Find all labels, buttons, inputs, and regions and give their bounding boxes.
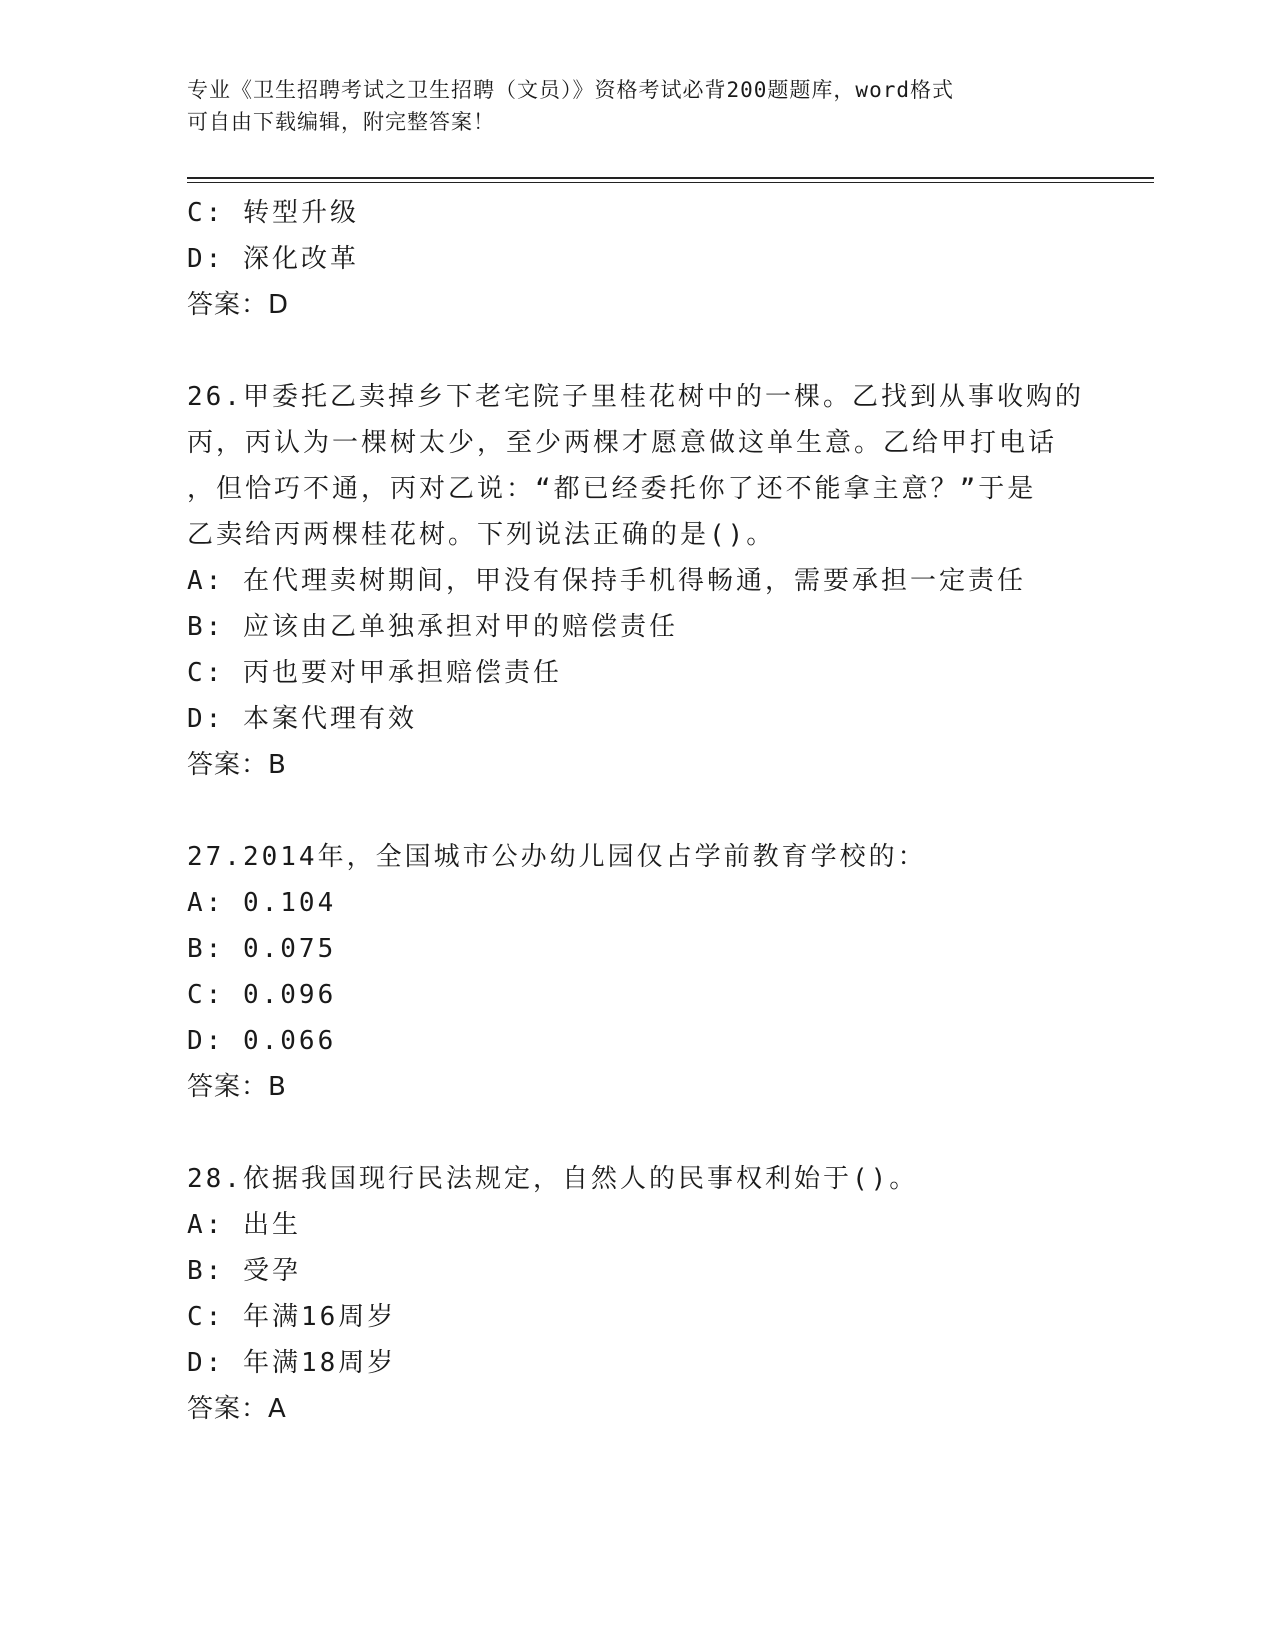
header-rule-thin (187, 182, 1154, 183)
option-line: C: 年满16周岁 (187, 1302, 397, 1332)
spacer (187, 328, 1087, 374)
question-stem-line: 乙卖给丙两棵桂花树。下列说法正确的是()。 (187, 520, 776, 550)
question-27 (187, 834, 1087, 1110)
question-stem-line: ，但恰巧不通，丙对乙说：“都已经委托你了还不能拿主意？”于是 (187, 474, 1037, 504)
question-26 (187, 374, 1087, 788)
answer-line: 答案：B (187, 1072, 287, 1102)
header-rule-thick (187, 177, 1154, 179)
option-line: D: 0.066 (187, 1026, 337, 1056)
option-line: B: 应该由乙单独承担对甲的赔偿责任 (187, 612, 678, 642)
spacer (187, 1110, 1087, 1156)
question-stem-line: 26.甲委托乙卖掉乡下老宅院子里桂花树中的一棵。乙找到从事收购的 (187, 382, 1084, 412)
option-line: A: 0.104 (187, 888, 337, 918)
option-line: B: 受孕 (187, 1256, 301, 1286)
question-stem-line: 28.依据我国现行民法规定，自然人的民事权利始于()。 (187, 1164, 919, 1194)
option-line: C: 转型升级 (187, 198, 359, 228)
answer-line: 答案：A (187, 1394, 287, 1424)
option-line: A: 在代理卖树期间，甲没有保持手机得畅通，需要承担一定责任 (187, 566, 1026, 596)
option-line: D: 深化改革 (187, 244, 359, 274)
spacer (187, 788, 1087, 834)
option-line: D: 本案代理有效 (187, 704, 417, 734)
header-line-1: 专业《卫生招聘考试之卫生招聘（文员）》资格考试必背200题题库，word格式 (187, 78, 954, 102)
question-stem-line: 27.2014年，全国城市公办幼儿园仅占学前教育学校的： (187, 842, 927, 872)
option-line: A: 出生 (187, 1210, 301, 1240)
option-line: C: 丙也要对甲承担赔偿责任 (187, 658, 562, 688)
answer-line: 答案：D (187, 290, 290, 320)
option-line: D: 年满18周岁 (187, 1348, 397, 1378)
document-header (187, 74, 1087, 138)
option-line: B: 0.075 (187, 934, 337, 964)
question-stem-line: 丙，丙认为一棵树太少，至少两棵才愿意做这单生意。乙给甲打电话 (187, 428, 1058, 458)
header-line-2: 可自由下载编辑，附完整答案！ (187, 110, 495, 134)
question-28 (187, 1156, 1087, 1432)
answer-line: 答案：B (187, 750, 287, 780)
option-line: C: 0.096 (187, 980, 337, 1010)
question-list (187, 190, 1087, 1432)
prev-question-block (187, 190, 1087, 328)
